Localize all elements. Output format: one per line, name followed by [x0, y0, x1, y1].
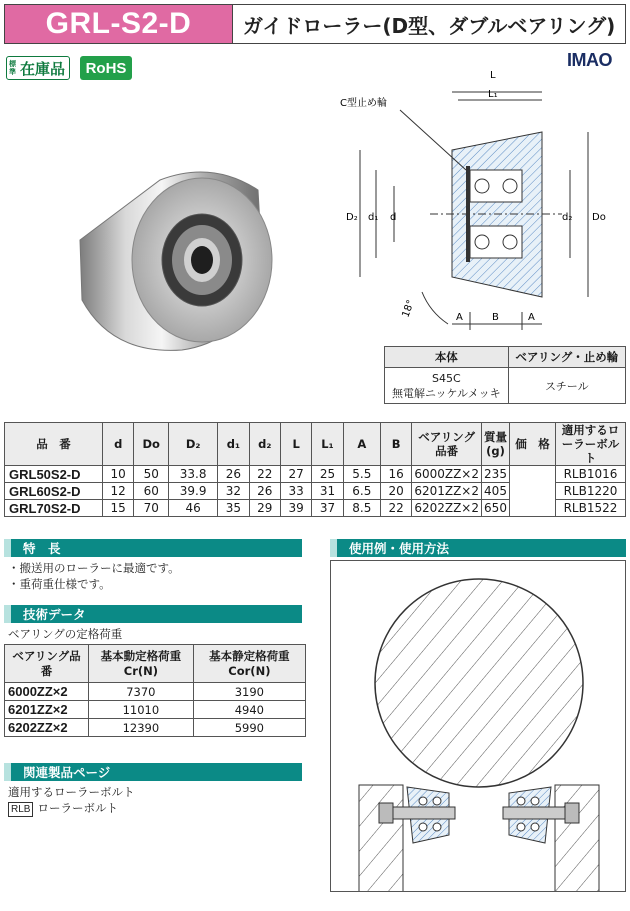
related-title: 関連製品ページ: [23, 765, 111, 780]
col-A: A: [343, 423, 380, 466]
mat-header-bearing: ベアリング・止め輪: [508, 347, 625, 368]
col-d2: d₂: [249, 423, 280, 466]
cell-A: 8.5: [343, 500, 380, 517]
features-title: 特 長: [23, 541, 61, 556]
tech-cell-cr: 11010: [89, 701, 194, 719]
cell-L1: 25: [312, 466, 343, 483]
tech-cell-name: 6202ZZ×2: [5, 719, 89, 737]
spec-table: [4, 422, 626, 517]
usage-header: [330, 539, 626, 557]
section-marker: [4, 605, 11, 623]
brand-logo: IMAO: [567, 50, 612, 70]
technical-drawing: [330, 62, 630, 344]
related-list: [8, 784, 135, 817]
dim-A-right: A: [528, 312, 535, 323]
tech-cell-cr: 12390: [89, 719, 194, 737]
mat-header-body: 本体: [385, 347, 509, 368]
section-marker: [4, 539, 11, 557]
section-marker: [4, 763, 11, 781]
cell-d1: 32: [218, 483, 249, 500]
dim-angle: 18°: [400, 298, 417, 320]
header: [4, 4, 626, 44]
cell-bearing: 6202ZZ×2: [412, 500, 482, 517]
cell-bolt: RLB1220: [556, 483, 626, 500]
tech-cell-name: 6201ZZ×2: [5, 701, 89, 719]
table-row: [5, 466, 626, 483]
related-link-label: ローラーボルト: [37, 801, 118, 815]
tech-title: 技術データ: [23, 607, 86, 622]
cell-price: [510, 466, 556, 517]
cell-mass: 650: [482, 500, 510, 517]
cell-bearing: 6201ZZ×2: [412, 483, 482, 500]
tech-table: [4, 644, 306, 737]
dim-D2: D₂: [346, 212, 358, 223]
features-list: [8, 560, 180, 592]
cell-d2: 26: [249, 483, 280, 500]
col-price: 価 格: [510, 423, 556, 466]
tech-cell-cor: 4940: [193, 701, 305, 719]
tech-cell-cor: 3190: [193, 683, 305, 701]
col-d: d: [103, 423, 134, 466]
section-marker: [330, 539, 337, 557]
feature-item: ・重荷重仕様です。: [8, 577, 111, 591]
col-B: B: [380, 423, 411, 466]
cell-name: GRL60S2-D: [5, 483, 103, 500]
mat-body-steel: S45C: [431, 371, 461, 385]
related-link[interactable]: [8, 800, 135, 817]
product-photo: [62, 150, 282, 360]
tech-col-cr: 基本動定格荷重Cr(N): [89, 645, 194, 683]
cell-mass: 235: [482, 466, 510, 483]
rlb-tag: RLB: [8, 802, 33, 817]
cell-bolt: RLB1016: [556, 466, 626, 483]
tech-cell-cor: 5990: [193, 719, 305, 737]
col-L: L: [280, 423, 311, 466]
stock-label: 在庫品: [20, 59, 66, 78]
cell-L: 39: [280, 500, 311, 517]
cell-name: GRL50S2-D: [5, 466, 103, 483]
tech-header: [4, 605, 302, 623]
tech-caption: ベアリングの定格荷重: [8, 627, 123, 641]
cell-D2: 33.8: [169, 466, 218, 483]
dim-L: L: [490, 70, 496, 81]
dim-L1: L₁: [488, 89, 498, 100]
col-bearing: ベアリング品番: [412, 423, 482, 466]
feature-item: ・搬送用のローラーに最適です。: [8, 561, 180, 575]
col-d1: d₁: [218, 423, 249, 466]
dim-d1: d₁: [368, 212, 379, 223]
table-row: [5, 719, 306, 737]
product-title: ガイドローラー(D型、ダブルベアリング): [243, 13, 616, 38]
cell-D2: 39.9: [169, 483, 218, 500]
cell-d2: 29: [249, 500, 280, 517]
cell-bearing: 6000ZZ×2: [412, 466, 482, 483]
dim-Do: Do: [592, 212, 606, 223]
rohs-badge: RoHS: [80, 56, 132, 80]
cell-mass: 405: [482, 483, 510, 500]
mat-body-cell: [385, 368, 509, 404]
related-line: 適用するローラーボルト: [8, 785, 135, 799]
cell-Do: 50: [134, 466, 169, 483]
mat-body-plating: 無電解ニッケルメッキ: [391, 386, 501, 400]
dim-A-left: A: [456, 312, 463, 323]
col-name: 品 番: [5, 423, 103, 466]
c-ring-label: C型止め輪: [340, 98, 387, 109]
features-header: [4, 539, 302, 557]
cell-d2: 22: [249, 466, 280, 483]
usage-title: 使用例・使用方法: [349, 541, 450, 556]
usage-illustration: [330, 560, 626, 892]
tech-cell-name: 6000ZZ×2: [5, 683, 89, 701]
cell-D2: 46: [169, 500, 218, 517]
col-L1: L₁: [312, 423, 343, 466]
cell-B: 22: [380, 500, 411, 517]
table-row: [5, 683, 306, 701]
tech-col-cor: 基本静定格荷重Cor(N): [193, 645, 305, 683]
mat-bearing-cell: スチール: [508, 368, 625, 404]
cell-Do: 70: [134, 500, 169, 517]
cell-d1: 26: [218, 466, 249, 483]
col-bolt: 適用するローラーボルト: [556, 423, 626, 466]
dim-d: d: [390, 212, 397, 223]
cell-name: GRL70S2-D: [5, 500, 103, 517]
cell-B: 20: [380, 483, 411, 500]
col-D2: D₂: [169, 423, 218, 466]
cell-L: 33: [280, 483, 311, 500]
cell-L1: 31: [312, 483, 343, 500]
cell-bolt: RLB1522: [556, 500, 626, 517]
related-header: [4, 763, 302, 781]
std-label: 標準: [9, 60, 16, 76]
dim-d2: d₂: [562, 212, 573, 223]
table-row: [5, 701, 306, 719]
cell-Do: 60: [134, 483, 169, 500]
tech-col-bearing: ベアリング品番: [5, 645, 89, 683]
cell-d1: 35: [218, 500, 249, 517]
model-title: GRL-S2-D: [5, 5, 233, 43]
cell-d: 10: [103, 466, 134, 483]
col-mass: 質量(g): [482, 423, 510, 466]
col-Do: Do: [134, 423, 169, 466]
cell-d: 12: [103, 483, 134, 500]
dim-B: B: [492, 312, 499, 323]
cell-L1: 37: [312, 500, 343, 517]
cell-d: 15: [103, 500, 134, 517]
material-table: [384, 346, 626, 404]
tech-cell-cr: 7370: [89, 683, 194, 701]
cell-A: 6.5: [343, 483, 380, 500]
cell-A: 5.5: [343, 466, 380, 483]
stock-badge: [6, 56, 70, 80]
cell-B: 16: [380, 466, 411, 483]
cell-L: 27: [280, 466, 311, 483]
